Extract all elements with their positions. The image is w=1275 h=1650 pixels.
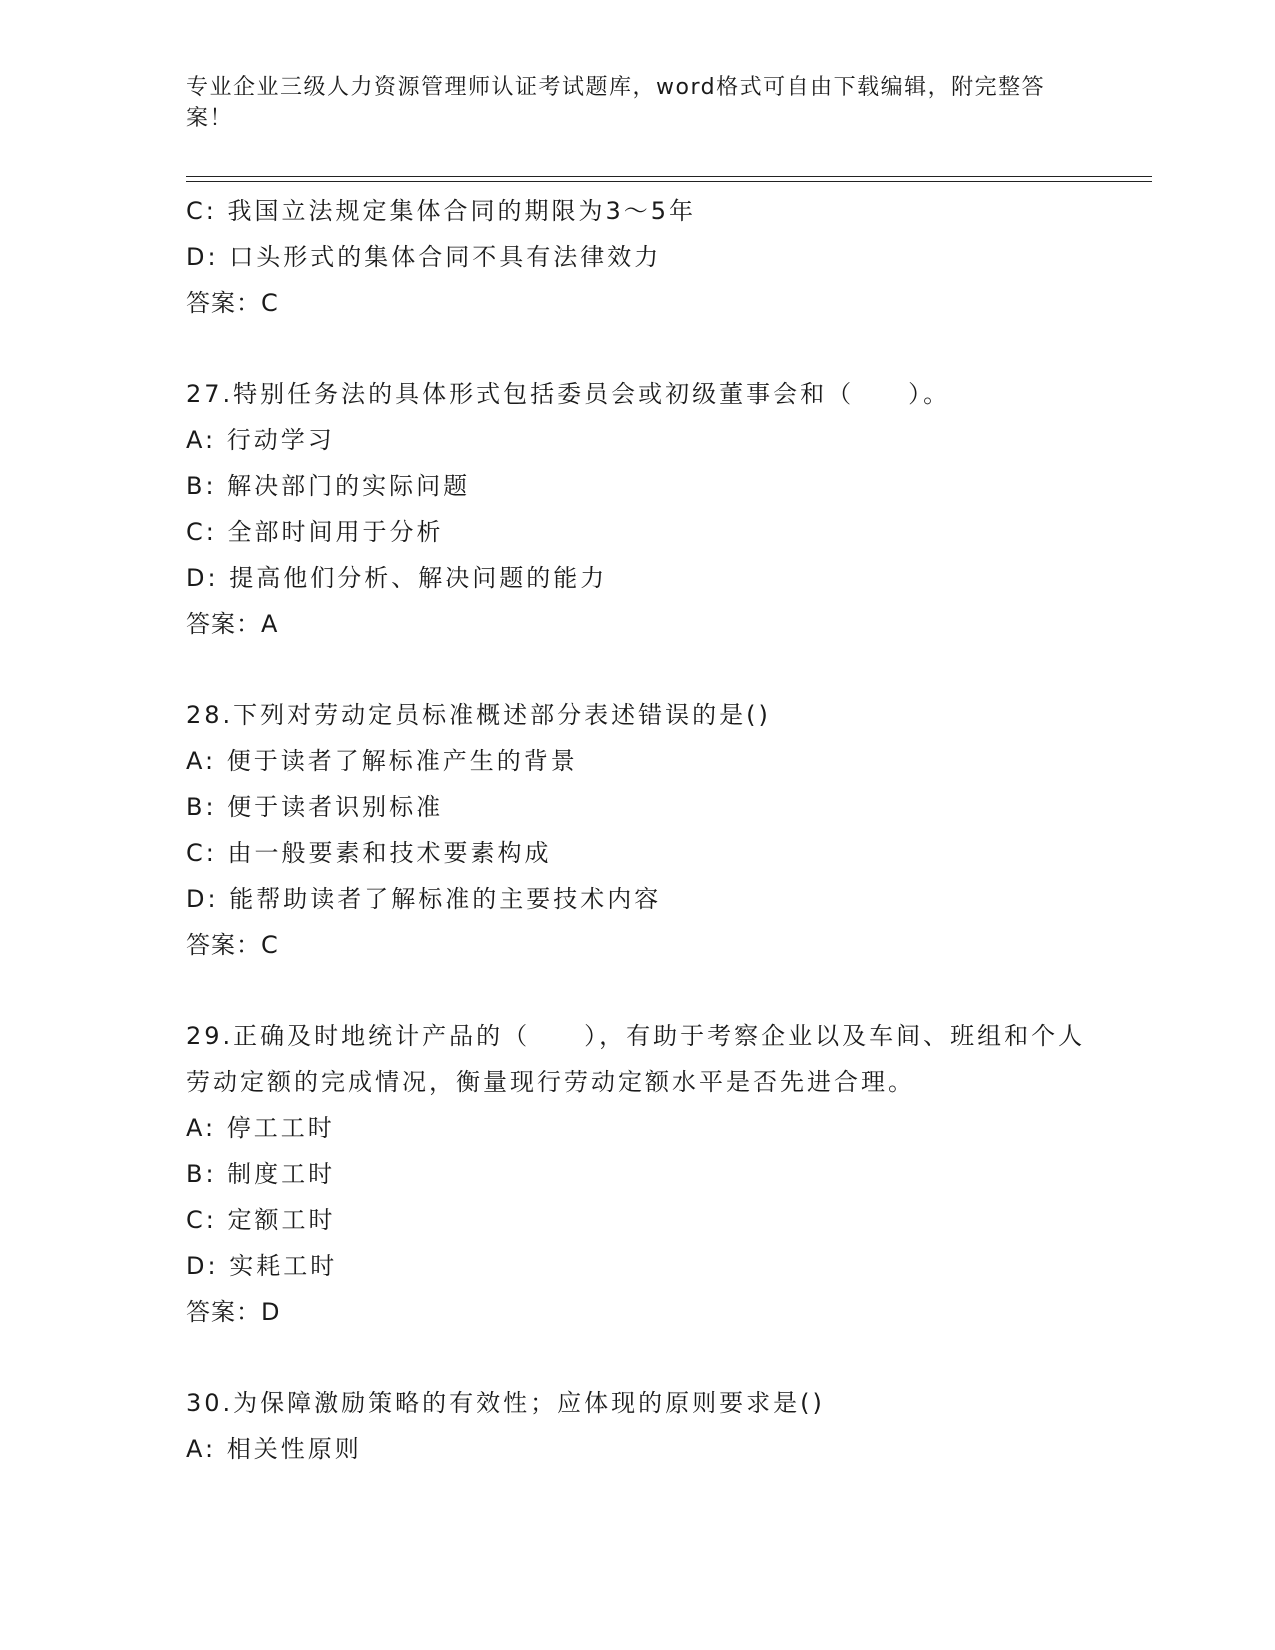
question-list <box>186 188 1086 1472</box>
header-rule-bottom <box>186 181 1152 182</box>
answer-line: 答案：D <box>186 1298 281 1326</box>
option-c: C: 我国立法规定集体合同的期限为3～5年 <box>186 197 697 225</box>
continued-question <box>186 188 1086 326</box>
option-d: D: 口头形式的集体合同不具有法律效力 <box>186 243 662 271</box>
question-stem: 27.特别任务法的具体形式包括委员会或初级董事会和（ ）。 <box>186 380 951 408</box>
option-c: C: 全部时间用于分析 <box>186 518 444 546</box>
option-d: D: 提高他们分析、解决问题的能力 <box>186 564 608 592</box>
document-header: 专业企业三级人力资源管理师认证考试题库，word格式可自由下载编辑，附完整答案！ <box>186 75 1046 131</box>
option-b: B: 解决部门的实际问题 <box>186 472 471 500</box>
question-28 <box>186 692 1086 968</box>
question-stem: 29.正确及时地统计产品的（ ），有助于考察企业以及车间、班组和个人劳动定额的完成情况，衡量现行劳动定额水平是否先进合理。 <box>186 1022 1086 1096</box>
option-a: A: 相关性原则 <box>186 1435 362 1463</box>
option-c: C: 由一般要素和技术要素构成 <box>186 839 552 867</box>
header-rule-top <box>186 176 1152 177</box>
option-b: B: 便于读者识别标准 <box>186 793 444 821</box>
question-stem: 30.为保障激励策略的有效性；应体现的原则要求是() <box>186 1389 825 1417</box>
option-b: B: 制度工时 <box>186 1160 336 1188</box>
answer-line: 答案：C <box>186 289 279 317</box>
option-a: A: 停工工时 <box>186 1114 335 1142</box>
option-c: C: 定额工时 <box>186 1206 336 1234</box>
option-d: D: 能帮助读者了解标准的主要技术内容 <box>186 885 662 913</box>
option-d: D: 实耗工时 <box>186 1252 338 1280</box>
option-a: A: 便于读者了解标准产生的背景 <box>186 747 578 775</box>
question-27 <box>186 371 1086 647</box>
question-stem: 28.下列对劳动定员标准概述部分表述错误的是() <box>186 701 771 729</box>
question-30 <box>186 1380 1086 1472</box>
option-a: A: 行动学习 <box>186 426 335 454</box>
question-29 <box>186 1013 1086 1335</box>
answer-line: 答案：A <box>186 610 279 638</box>
answer-line: 答案：C <box>186 931 279 959</box>
